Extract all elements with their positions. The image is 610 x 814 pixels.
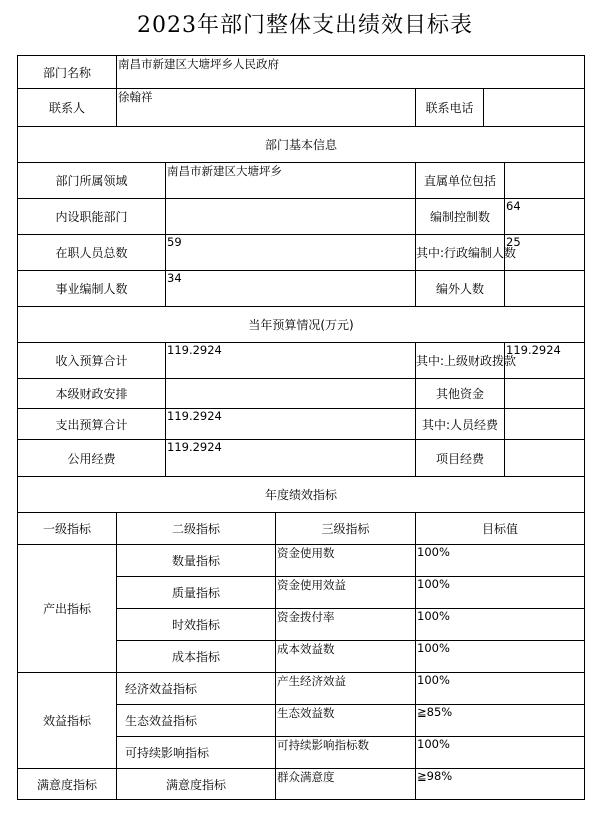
cost-level3: 成本效益数 [276, 641, 416, 673]
quantity-level3: 资金使用数 [276, 545, 416, 577]
basic-row-2 [18, 199, 585, 235]
local-label: 本级财政安排 [18, 379, 166, 409]
quality-target: 100% [416, 577, 585, 609]
performance-form-table [17, 55, 585, 800]
internal-dept-label: 内设职能部门 [18, 199, 166, 235]
timeliness-target: 100% [416, 609, 585, 641]
sustain-target: 100% [416, 737, 585, 769]
budget-section-header: 当年预算情况(万元) [18, 307, 585, 343]
income-value: 119.2924 [166, 343, 416, 379]
page-title: 2023年部门整体支出绩效目标表 [137, 13, 473, 38]
internal-dept-value [166, 199, 416, 235]
budget-section-row [18, 307, 585, 343]
output-indicator-label: 产出指标 [18, 545, 117, 673]
basic-row-3 [18, 235, 585, 271]
contact-row [18, 89, 585, 127]
header-level1: 一级指标 [18, 513, 117, 545]
admin-staffing-label: 其中:行政编制人数 [416, 235, 505, 271]
direct-units-value [505, 163, 585, 199]
quality-indicator: 质量指标 [117, 577, 276, 609]
staff-total-value: 59 [166, 235, 416, 271]
economic-indicator: 经济效益指标 [117, 673, 276, 705]
perf-section-row [18, 477, 585, 513]
economic-level3: 产生经济效益 [276, 673, 416, 705]
header-level3: 三级指标 [276, 513, 416, 545]
phone-value [484, 89, 585, 127]
outside-label: 编外人数 [416, 271, 505, 307]
satisfaction-indicator: 满意度指标 [117, 769, 276, 800]
satisfaction-indicator-label: 满意度指标 [18, 769, 117, 800]
personnel-value [505, 409, 585, 440]
header-level2: 二级指标 [117, 513, 276, 545]
ecological-level3: 生态效益数 [276, 705, 416, 737]
public-staffing-value: 34 [166, 271, 416, 307]
staff-total-label: 在职人员总数 [18, 235, 166, 271]
upper-label: 其中:上级财政拨款 [416, 343, 505, 379]
timeliness-indicator: 时效指标 [117, 609, 276, 641]
contact-value: 徐翰祥 [117, 89, 416, 127]
ecological-indicator: 生态效益指标 [117, 705, 276, 737]
quantity-indicator: 数量指标 [117, 545, 276, 577]
satisfaction-level3: 群众满意度 [276, 769, 416, 800]
satisfaction-target: ≧98% [416, 769, 585, 800]
local-value [166, 379, 416, 409]
budget-row-2 [18, 379, 585, 409]
public-funds-label: 公用经费 [18, 440, 166, 477]
ecological-target: ≧85% [416, 705, 585, 737]
perf-row [18, 673, 585, 705]
project-value [505, 440, 585, 477]
basic-section-header: 部门基本信息 [18, 127, 585, 163]
perf-row [18, 545, 585, 577]
basic-row-1 [18, 163, 585, 199]
outside-value [505, 271, 585, 307]
expense-label: 支出预算合计 [18, 409, 166, 440]
public-funds-value: 119.2924 [166, 440, 416, 477]
domain-label: 部门所属领域 [18, 163, 166, 199]
budget-row-3 [18, 409, 585, 440]
dept-name-label: 部门名称 [18, 56, 117, 89]
income-label: 收入预算合计 [18, 343, 166, 379]
staffing-label: 编制控制数 [416, 199, 505, 235]
economic-target: 100% [416, 673, 585, 705]
contact-label: 联系人 [18, 89, 117, 127]
budget-row-4 [18, 440, 585, 477]
header-target: 目标值 [416, 513, 585, 545]
benefit-indicator-label: 效益指标 [18, 673, 117, 769]
phone-label: 联系电话 [416, 89, 484, 127]
basic-section-row [18, 127, 585, 163]
perf-header-row [18, 513, 585, 545]
public-staffing-label: 事业编制人数 [18, 271, 166, 307]
dept-name-value: 南昌市新建区大塘坪乡人民政府 [117, 56, 585, 89]
basic-row-4 [18, 271, 585, 307]
staffing-value: 64 [505, 199, 585, 235]
cost-target: 100% [416, 641, 585, 673]
perf-section-header: 年度绩效指标 [18, 477, 585, 513]
direct-units-label: 直属单位包括 [416, 163, 505, 199]
timeliness-level3: 资金拨付率 [276, 609, 416, 641]
personnel-label: 其中:人员经费 [416, 409, 505, 440]
sustain-indicator: 可持续影响指标 [117, 737, 276, 769]
dept-name-row [18, 56, 585, 89]
budget-row-1 [18, 343, 585, 379]
cost-indicator: 成本指标 [117, 641, 276, 673]
other-value [505, 379, 585, 409]
expense-value: 119.2924 [166, 409, 416, 440]
admin-staffing-value: 25 [505, 235, 585, 271]
upper-value: 119.2924 [505, 343, 585, 379]
other-label: 其他资金 [416, 379, 505, 409]
quality-level3: 资金使用效益 [276, 577, 416, 609]
perf-row [18, 769, 585, 800]
sustain-level3: 可持续影响指标数 [276, 737, 416, 769]
project-label: 项目经费 [416, 440, 505, 477]
domain-value: 南昌市新建区大塘坪乡 [166, 163, 416, 199]
quantity-target: 100% [416, 545, 585, 577]
